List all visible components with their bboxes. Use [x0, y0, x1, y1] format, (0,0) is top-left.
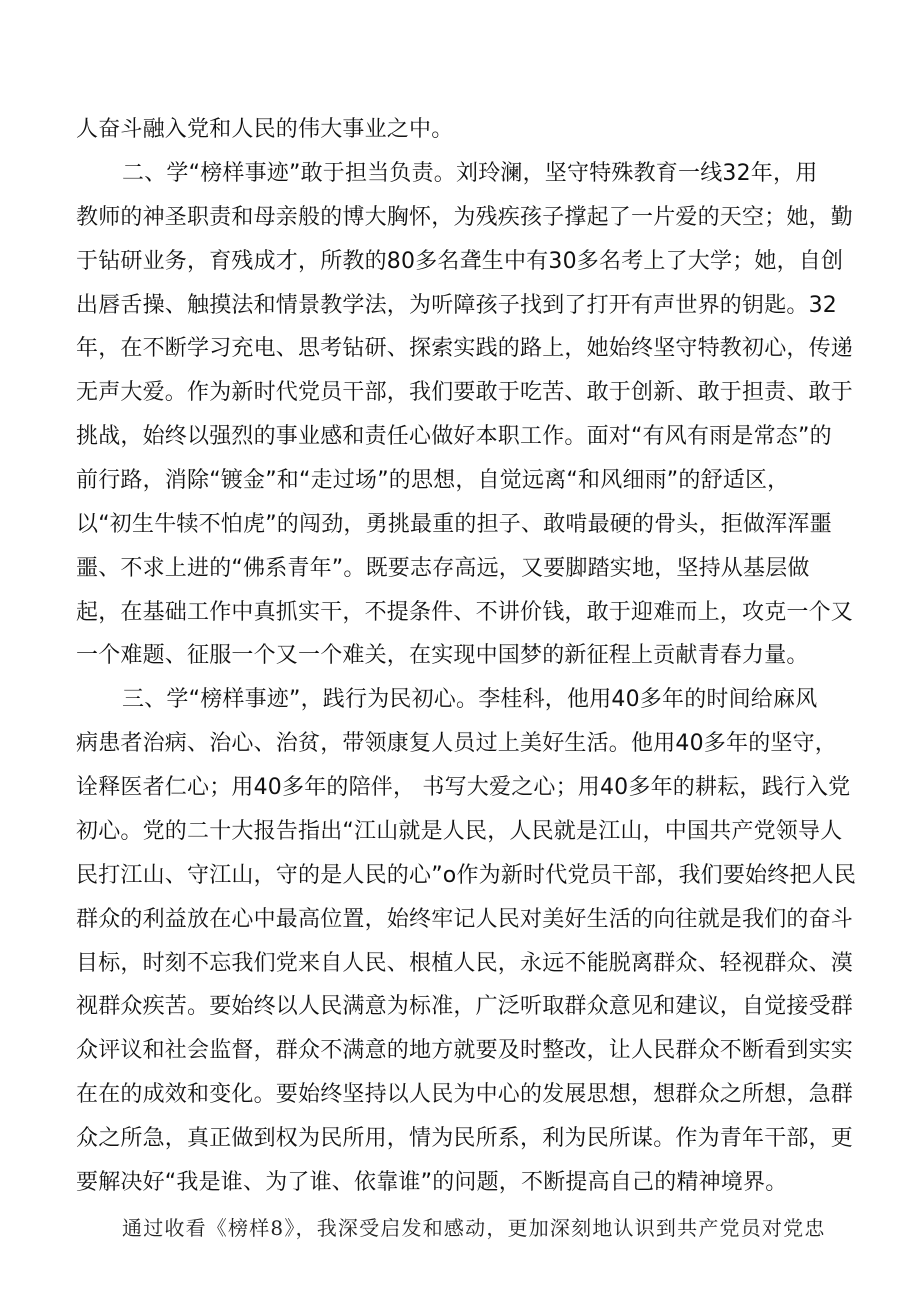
text-line-21: 视群众疾苦。要始终以人民满意为标准，广泛听取群众意见和建议，自觉接受群 [76, 994, 854, 1019]
text-line-10: 以“初生牛犊不怕虎”的闯劲，勇挑最重的担子、敢啃最硬的骨头，拒做浑浑噩 [76, 512, 832, 537]
text-line-13: 一个难题、征服一个又一个难关，在实现中国梦的新征程上贡献青春力量。 [76, 643, 809, 668]
text-line-1: 人奋斗融入党和人民的伟大事业之中。 [76, 117, 454, 142]
text-line-17: 初心。党的二十大报告指出“江山就是人民，人民就是江山，中国共产党领导人 [76, 819, 843, 844]
text-line-12: 起，在基础工作中真抓实干，不提条件、不讲价钱，敢于迎难而上，攻克一个又 [76, 600, 854, 625]
section-2-heading-line: 二、学“榜样事迹”敢于担当负责。刘玲澜，坚守特殊教育一线32年，用 [122, 161, 818, 186]
text-line-9: 前行路，消除“镀金”和“走过场”的思想，自觉远离“和风细雨”的舒适区， [76, 468, 790, 493]
text-line-6: 年，在不断学习充电、思考钻研、探索实践的路上，她始终坚守特教初心，传递 [76, 336, 854, 361]
text-line-22: 众评议和社会监督，群众不满意的地方就要及时整改，让人民群众不断看到实实 [76, 1038, 854, 1063]
text-line-23: 在在的成效和变化。要始终坚持以人民为中心的发展思想，想群众之所想，急群 [76, 1082, 854, 1107]
text-line-5: 出唇舌操、触摸法和情景教学法，为听障孩子找到了打开有声世界的钥匙。32 [76, 293, 837, 318]
text-line-25: 要解决好“我是谁、为了谁、依靠谁”的问题，不断提高自己的精神境界。 [76, 1170, 788, 1195]
text-line-3: 教师的神圣职责和母亲般的博大胸怀，为残疾孩子撑起了一片爱的天空；她，勤 [76, 205, 854, 230]
text-line-15: 病患者治病、治心、治贫，带领康复人员过上美好生活。他用40多年的坚守， [76, 731, 837, 756]
text-line-18: 民打江山、守江山，守的是人民的心”o作为新时代党员干部，我们要始终把人民 [76, 863, 857, 888]
text-line-24: 众之所急，真正做到权为民所用，情为民所系，利为民所谋。作为青年干部，更 [76, 1126, 854, 1151]
section-3-heading-line: 三、学“榜样事迹”，践行为民初心。李桂科，他用40多年的时间给麻风 [122, 687, 818, 712]
text-line-20: 目标，时刻不忘我们党来自人民、根植人民，永远不能脱离群众、轻视群众、漠 [76, 951, 854, 976]
text-line-7: 无声大爱。作为新时代党员干部，我们要敢于吃苦、敢于创新、敢于担责、敢于 [76, 380, 854, 405]
text-line-11: 噩、不求上进的“佛系青年”。既要志存高远，又要脚踏实地，坚持从基层做 [76, 556, 810, 581]
text-line-4: 于钻研业务，育残成才，所教的80多名聋生中有30多名考上了大学；她，自创 [76, 249, 844, 274]
text-line-8: 挑战，始终以强烈的事业感和责任心做好本职工作。面对“有风有雨是常态”的 [76, 424, 832, 449]
text-line-19: 群众的利益放在心中最高位置，始终牢记人民对美好生活的向往就是我们的奋斗 [76, 907, 854, 932]
closing-paragraph-line: 通过收看《榜样8》，我深受启发和感动，更加深刻地认识到共产党员对党忠 [122, 1216, 826, 1240]
text-line-16: 诠释医者仁心；用40多年的陪伴， 书写大爱之心；用40多年的耕耘，践行入党 [76, 775, 851, 800]
